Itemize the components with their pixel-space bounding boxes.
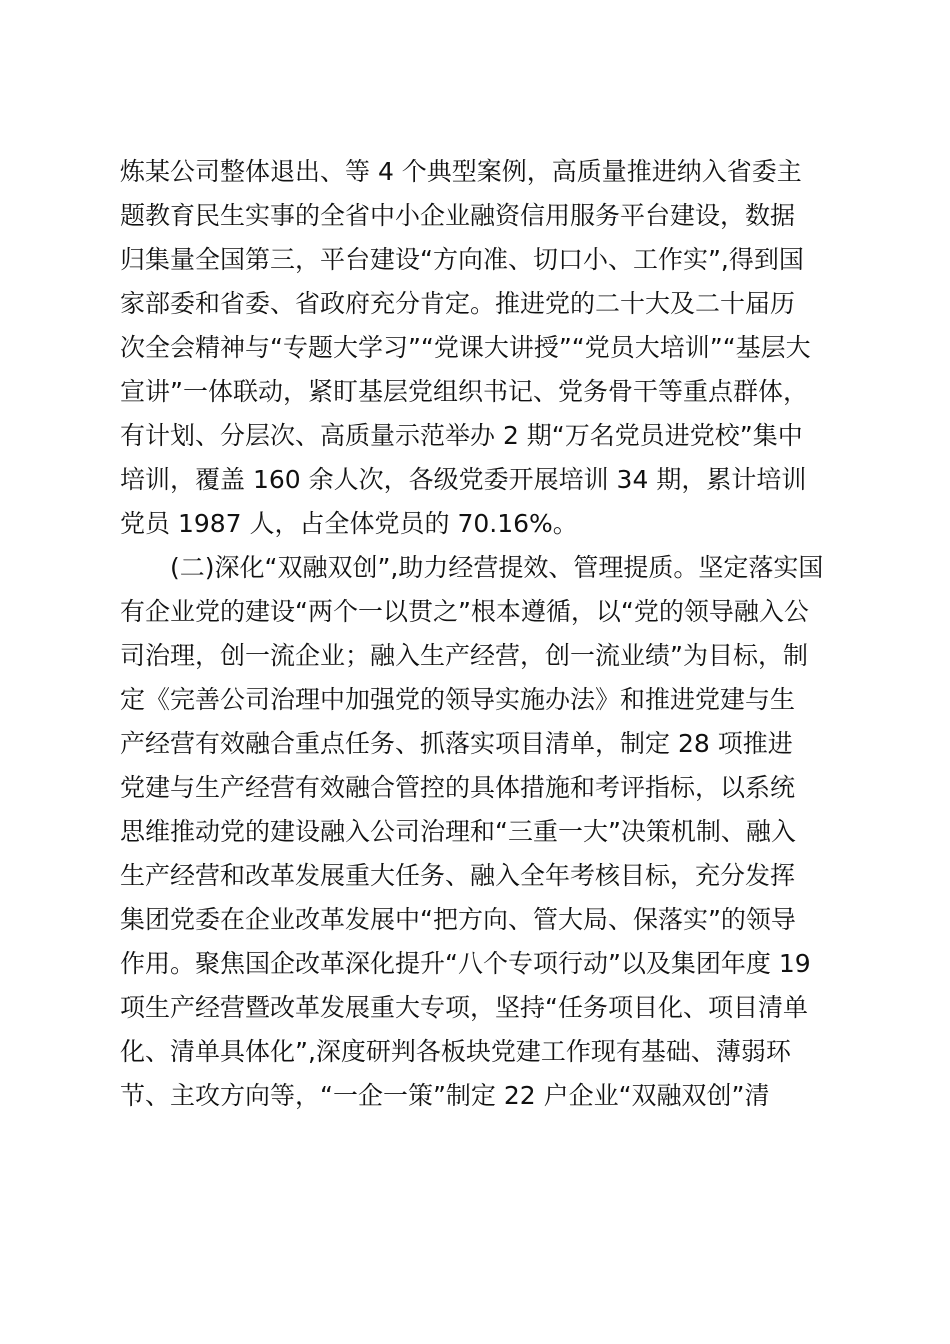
text-line: 节、主攻方向等，“一企一策”制定 22 户企业“双融双创”清 — [120, 1081, 770, 1110]
text-line: 化、清单具体化”,深度研判各板块党建工作现有基础、薄弱环 — [120, 1037, 791, 1066]
text-line: 题教育民生实事的全省中小企业融资信用服务平台建设，数据 — [120, 201, 796, 230]
text-line: 有计划、分层次、高质量示范举办 2 期“万名党员进党校”集中 — [120, 421, 803, 450]
paragraph-heading-line: (二)深化“双融双创”,助力经营提效、管理提质。坚定落实国 — [120, 553, 824, 582]
text-line: 作用。聚焦国企改革深化提升“八个专项行动”以及集团年度 19 — [120, 949, 811, 978]
text-line: 思维推动党的建设融入公司治理和“三重一大”决策机制、融入 — [120, 817, 796, 846]
text-line: 产经营有效融合重点任务、抓落实项目清单，制定 28 项推进 — [120, 729, 793, 758]
text-line: 集团党委在企业改革发展中“把方向、管大局、保落实”的领导 — [120, 905, 796, 934]
text-line: 次全会精神与“专题大学习”“党课大讲授”“党员大培训”“基层大 — [120, 333, 811, 362]
text-line: 培训，覆盖 160 余人次，各级党委开展培训 34 期，累计培训 — [120, 465, 807, 494]
text-line: 有企业党的建设“两个一以贯之”根本遵循，以“党的领导融入公 — [120, 597, 809, 626]
text-line: 项生产经营暨改革发展重大专项，坚持“任务项目化、项目清单 — [120, 993, 808, 1022]
body-text — [120, 150, 840, 1118]
text-line: 炼某公司整体退出、等 4 个典型案例，高质量推进纳入省委主 — [120, 157, 802, 186]
text-line: 生产经营和改革发展重大任务、融入全年考核目标，充分发挥 — [120, 861, 796, 890]
text-line: 党建与生产经营有效融合管控的具体措施和考评指标，以系统 — [120, 773, 796, 802]
text-line: 党员 1987 人，占全体党员的 70.16%。 — [120, 509, 578, 538]
text-line: 定《完善公司治理中加强党的领导实施办法》和推进党建与生 — [120, 685, 796, 714]
text-line: 司治理，创一流企业；融入生产经营，创一流业绩”为目标，制 — [120, 641, 808, 670]
text-line: 归集量全国第三，平台建设“方向准、切口小、工作实”,得到国 — [120, 245, 804, 274]
text-line: 宣讲”一体联动，紧盯基层党组织书记、党务骨干等重点群体， — [120, 377, 808, 406]
text-line: 家部委和省委、省政府充分肯定。推进党的二十大及二十届历 — [120, 289, 796, 318]
